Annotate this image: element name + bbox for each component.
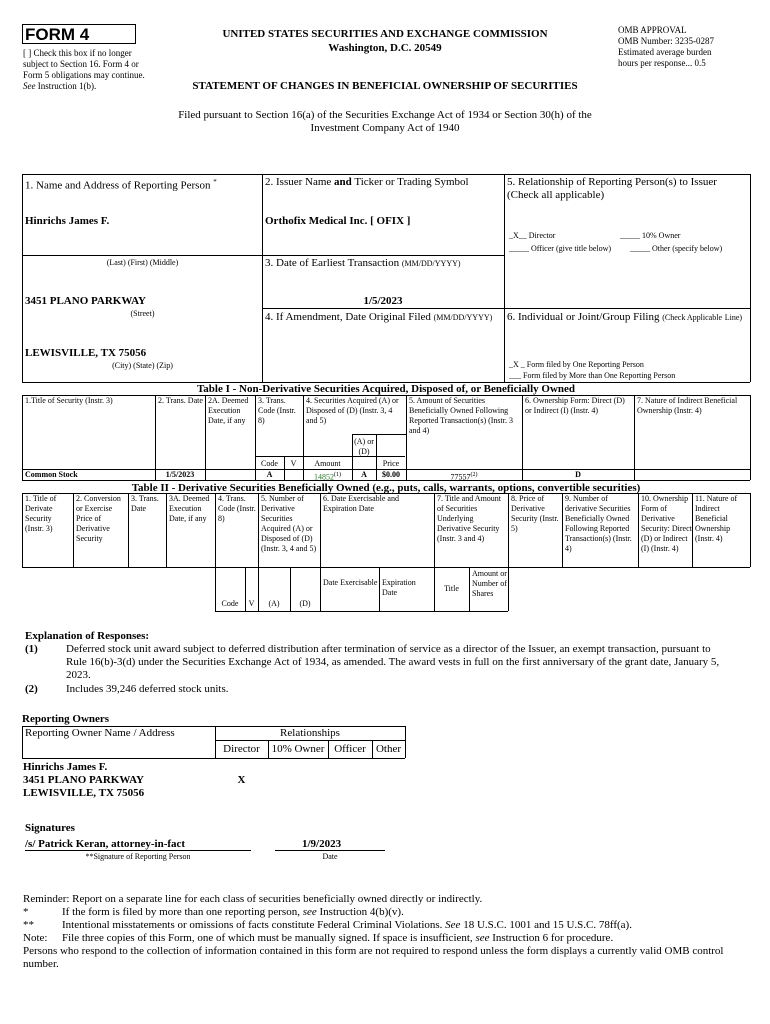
- signature-date: 1/9/2023: [302, 838, 342, 850]
- table1-header-nature: 7. Nature of Indirect Beneficial Ownership (Instr. 4): [637, 396, 738, 415]
- officer-checkbox[interactable]: _____ Officer (give title below): [509, 244, 612, 253]
- security-title: Common Stock: [25, 470, 78, 479]
- box2-label-a: 2. Issuer Name: [265, 176, 332, 188]
- box2-label: [265, 176, 501, 189]
- note-text-a: File three copies of this Form, one of which must be manually signed. If space is insufficient,: [62, 932, 473, 944]
- footnote-star-2-text-a: Intentional misstatements or omissions of facts constitute Federal Criminal Violations.: [62, 919, 443, 931]
- explanation-number-1: (1): [25, 643, 38, 655]
- table2-sub-a: (A): [268, 599, 280, 608]
- owners-col-director: Director: [223, 743, 260, 755]
- reporting-person-city: LEWISVILLE, TX 75056: [25, 347, 147, 359]
- box4-label: [265, 311, 505, 324]
- owned-value: 77557: [450, 472, 471, 482]
- box3-label: [265, 257, 501, 270]
- table1-header-acquired: 4. Securities Acquired (A) or Disposed of (D) (Instr. 3, 4 and 5): [306, 396, 399, 425]
- table2-header-number-owned: 9. Number of derivative Securities Beneficially Owned Following Reported Transaction(s) (Instr. 4): [565, 494, 632, 553]
- table1-header-amount-owned: 5. Amount of Securities Beneficially Owned Following Reported Transaction(s) (Instr. 3 and 4): [409, 396, 513, 435]
- acquired-or-disposed: A: [361, 470, 367, 479]
- box1-footnote: *: [213, 178, 217, 186]
- omb-line-1: OMB APPROVAL: [618, 25, 687, 35]
- check-box-instruction: Instruction 1(b).: [37, 81, 97, 91]
- table1-sub-price: Price: [382, 459, 400, 468]
- transaction-amount: [303, 470, 352, 483]
- table2-header-nature: 11. Nature of Indirect Beneficial Ownership (Instr. 4): [695, 494, 738, 543]
- footnote-star-2-text: [62, 919, 632, 932]
- box3-label-text: 3. Date of Earliest Transaction: [265, 257, 400, 269]
- owner-address-1: 3451 PLANO PARKWAY: [23, 774, 145, 786]
- table2-header-date: 3. Trans. Date: [131, 494, 159, 513]
- table1-sub-aord: (A) or (D): [354, 437, 374, 456]
- owners-col-relationships: Relationships: [280, 727, 340, 739]
- table2-header-exercisable: 6. Date Exercisable and Expiration Date: [323, 494, 399, 513]
- signer-name: /s/ Patrick Keran, attorney-in-fact: [25, 838, 186, 850]
- table1-sub-v: V: [290, 459, 297, 468]
- box6-label-text: 6. Individual or Joint/Group Filing: [507, 311, 660, 323]
- transaction-date: 1/5/2023: [165, 470, 195, 479]
- table2-title: Table II - Derivative Securities Beneficially Owned (e.g., puts, calls, warrants, options, convertible securities): [131, 482, 641, 494]
- box5-label-text: 5. Relationship of Reporting Person(s) to Issuer: [507, 176, 717, 188]
- table1-header-date: 2. Trans. Date: [158, 396, 203, 405]
- agency-name: UNITED STATES SECURITIES AND EXCHANGE COMMISSION: [222, 28, 548, 40]
- table2-header-ownership-form: 10. Ownership Form of Derivative Security: Direct (D) or Indirect (I) (Instr. 4): [641, 494, 692, 553]
- filed-pursuant-line-1: Filed pursuant to Section 16(a) of the Securities Exchange Act of 1934 or Section 30(h) of the: [178, 109, 592, 121]
- ten-pct-owner-checkbox[interactable]: _____ 10% Owner: [620, 231, 681, 240]
- table2-sub-v: V: [248, 599, 255, 608]
- table2-sub-expiration: Expiration Date: [382, 578, 416, 597]
- ownership-form: D: [575, 470, 581, 479]
- reporting-person-name: Hinrichs James F.: [25, 215, 110, 227]
- agency-address: Washington, D.C. 20549: [328, 42, 442, 54]
- transaction-price: $0.00: [382, 470, 400, 479]
- other-checkbox[interactable]: _____ Other (specify below): [630, 244, 723, 253]
- footnote-star-2-text-b: 18 U.S.C. 1001 and 15 U.S.C. 78ff(a).: [463, 919, 632, 931]
- reminder: Reminder: Report on a separate line for each class of securities beneficially owned directly or indirectly.: [23, 893, 483, 905]
- footnote-star-1: *: [23, 906, 29, 918]
- box6-label: [507, 311, 749, 324]
- omb-line-2: OMB Number: 3235-0287: [618, 36, 714, 46]
- explanation-text-1-line-2: Rule 16(b)-3(d) under the Securities Exchange Act of 1934, as amended. The award vests in full on the first anniversary of the grant date, January 5,: [66, 656, 720, 668]
- explanation-text-1-line-1: Deferred stock unit award subject to deferred distribution after termination of service as a director of the Issuer, an exempt transaction, pursuant to: [66, 643, 711, 655]
- owners-heading: Reporting Owners: [22, 713, 110, 725]
- amount-owned: [406, 470, 522, 483]
- issuer-name: Orthofix Medical Inc. [ OFIX ]: [265, 215, 411, 227]
- table2-sub-amount: Amount or Number of Shares: [472, 569, 507, 598]
- owners-col-officer: Officer: [334, 743, 366, 755]
- table2-sub-date-exercisable: Date Exercisable: [323, 578, 378, 587]
- explanation-heading: Explanation of Responses:: [25, 630, 150, 642]
- explanation-text-1-line-3: 2023.: [66, 669, 91, 681]
- table2-header-title: 1. Title of Derivate Security (Instr. 3): [25, 494, 57, 533]
- one-reporting-person-option[interactable]: _X _ Form filed by One Reporting Person: [509, 360, 644, 369]
- box4-label-small: (MM/DD/YYYY): [433, 313, 493, 322]
- owner-director-mark: X: [237, 774, 246, 786]
- city-hint: (City) (State) (Zip): [112, 361, 173, 370]
- name-hint: (Last) (First) (Middle): [106, 258, 179, 267]
- note-see: see: [475, 932, 490, 944]
- signer-label: **Signature of Reporting Person: [85, 852, 191, 861]
- signatures-heading: Signatures: [25, 822, 75, 834]
- explanation-text-1: [66, 643, 756, 682]
- box6-label-small: (Check Applicable: [662, 313, 722, 322]
- owned-footnote[interactable]: (2): [470, 472, 478, 478]
- box2-label-b: Ticker or Trading Symbol: [354, 176, 469, 188]
- owner-name: Hinrichs James F.: [23, 761, 108, 773]
- multi-reporting-person-option[interactable]: ___ Form filed by More than One Reporting Person: [509, 371, 676, 380]
- earliest-transaction-date: 1/5/2023: [363, 295, 403, 307]
- omb-line-4: hours per response... 0.5: [618, 58, 706, 68]
- table2-header-deemed: 3A. Deemed Execution Date, if any: [169, 494, 210, 523]
- footnote-star-2: **: [23, 919, 34, 931]
- explanation-text-2: Includes 39,246 deferred stock units.: [66, 683, 229, 695]
- table2-header-conversion: 2. Conversion or Exercise Price of Derivative Security: [76, 494, 121, 543]
- footnote-star-1-see: see: [302, 906, 317, 918]
- box6-label-small-2: Line): [724, 313, 743, 322]
- box5-label-text-2: (Check all applicable): [507, 189, 605, 201]
- table1-header-deemed: 2A. Deemed Execution Date, if any: [208, 396, 249, 425]
- box3-label-small: (MM/DD/YYYY): [401, 259, 461, 268]
- form-title: FORM 4: [22, 24, 136, 44]
- table1-header-ownership-form: 6. Ownership Form: Direct (D) or Indirect (I) (Instr. 4): [525, 396, 625, 415]
- table2-header-number: 5. Number of Derivative Securities Acquired (A) or Disposed of (D) (Instr. 3, 4 and 5): [261, 494, 317, 553]
- date-label: Date: [322, 852, 338, 861]
- table2-sub-d: (D): [299, 599, 311, 608]
- omb-approval: [618, 25, 758, 69]
- persons-notice: Persons who respond to the collection of information contained in this form are not required to respond unless the form displays a currently valid OMB control number.: [23, 945, 724, 970]
- table2-sub-code: Code: [221, 599, 239, 608]
- footnote-star-2-see: See: [445, 919, 461, 931]
- omb-line-3: Estimated average burden: [618, 47, 712, 57]
- check-box-text: [ ] Check this box if no longer subject to Section 16. Form 4 or Form 5 obligations may continue.: [23, 48, 145, 80]
- table2-sub-title: Title: [444, 584, 459, 593]
- filed-pursuant-line-2: Investment Company Act of 1940: [310, 122, 460, 134]
- footnote-star-1-text-a: If the form is filed by more than one reporting person,: [62, 906, 300, 918]
- footnote-star-1-text-b: Instruction 4(b)(v).: [319, 906, 404, 918]
- amount-footnote[interactable]: (1): [334, 472, 341, 478]
- signature-line: [25, 850, 251, 851]
- owners-col-ten-pct: 10% Owner: [271, 743, 325, 755]
- check-box-note[interactable]: [23, 48, 151, 92]
- note-text-b: Instruction 6 for procedure.: [492, 932, 614, 944]
- table1-header-title: 1.Title of Security (Instr. 3): [25, 396, 113, 405]
- statement-title: STATEMENT OF CHANGES IN BENEFICIAL OWNERSHIP OF SECURITIES: [192, 80, 578, 92]
- table2-header-price: 8. Price of Derivative Security (Instr. 5): [511, 494, 559, 533]
- table1-sub-amount: Amount: [314, 459, 341, 468]
- box2-label-and: and: [334, 176, 352, 188]
- note-label: Note:: [23, 932, 48, 944]
- table2-header-code: 4. Trans. Code (Instr. 8): [218, 494, 256, 523]
- box1-label: [25, 176, 260, 193]
- table2-header-underlying: 7. Title and Amount of Securities Underlying Derivative Security (Instr. 3 and 4): [437, 494, 502, 543]
- amount-value: 14852: [314, 472, 334, 482]
- date-line: [275, 850, 385, 851]
- table1-title: Table I - Non-Derivative Securities Acquired, Disposed of, or Beneficially Owned: [196, 383, 576, 395]
- footnote-star-1-text: [62, 906, 404, 919]
- box5-label: [507, 176, 747, 202]
- box1-label-text: 1. Name and Address of Reporting Person: [25, 179, 211, 192]
- owner-address-2: LEWISVILLE, TX 75056: [23, 787, 145, 799]
- reporting-person-street: 3451 PLANO PARKWAY: [25, 295, 147, 307]
- transaction-code: A: [266, 470, 273, 479]
- table1-sub-code: Code: [261, 459, 278, 468]
- table1-header-code: 3. Trans. Code (Instr. 8): [258, 396, 296, 425]
- box4-label-text: 4. If Amendment, Date Original Filed: [265, 311, 431, 323]
- explanation-number-2: (2): [25, 683, 38, 695]
- street-hint: (Street): [130, 309, 155, 318]
- check-box-see: See: [23, 81, 36, 91]
- owners-col-other: Other: [375, 743, 402, 755]
- director-checkbox[interactable]: _X__ Director: [509, 231, 556, 240]
- note-text: [62, 932, 613, 945]
- owners-col-name: Reporting Owner Name / Address: [25, 727, 175, 739]
